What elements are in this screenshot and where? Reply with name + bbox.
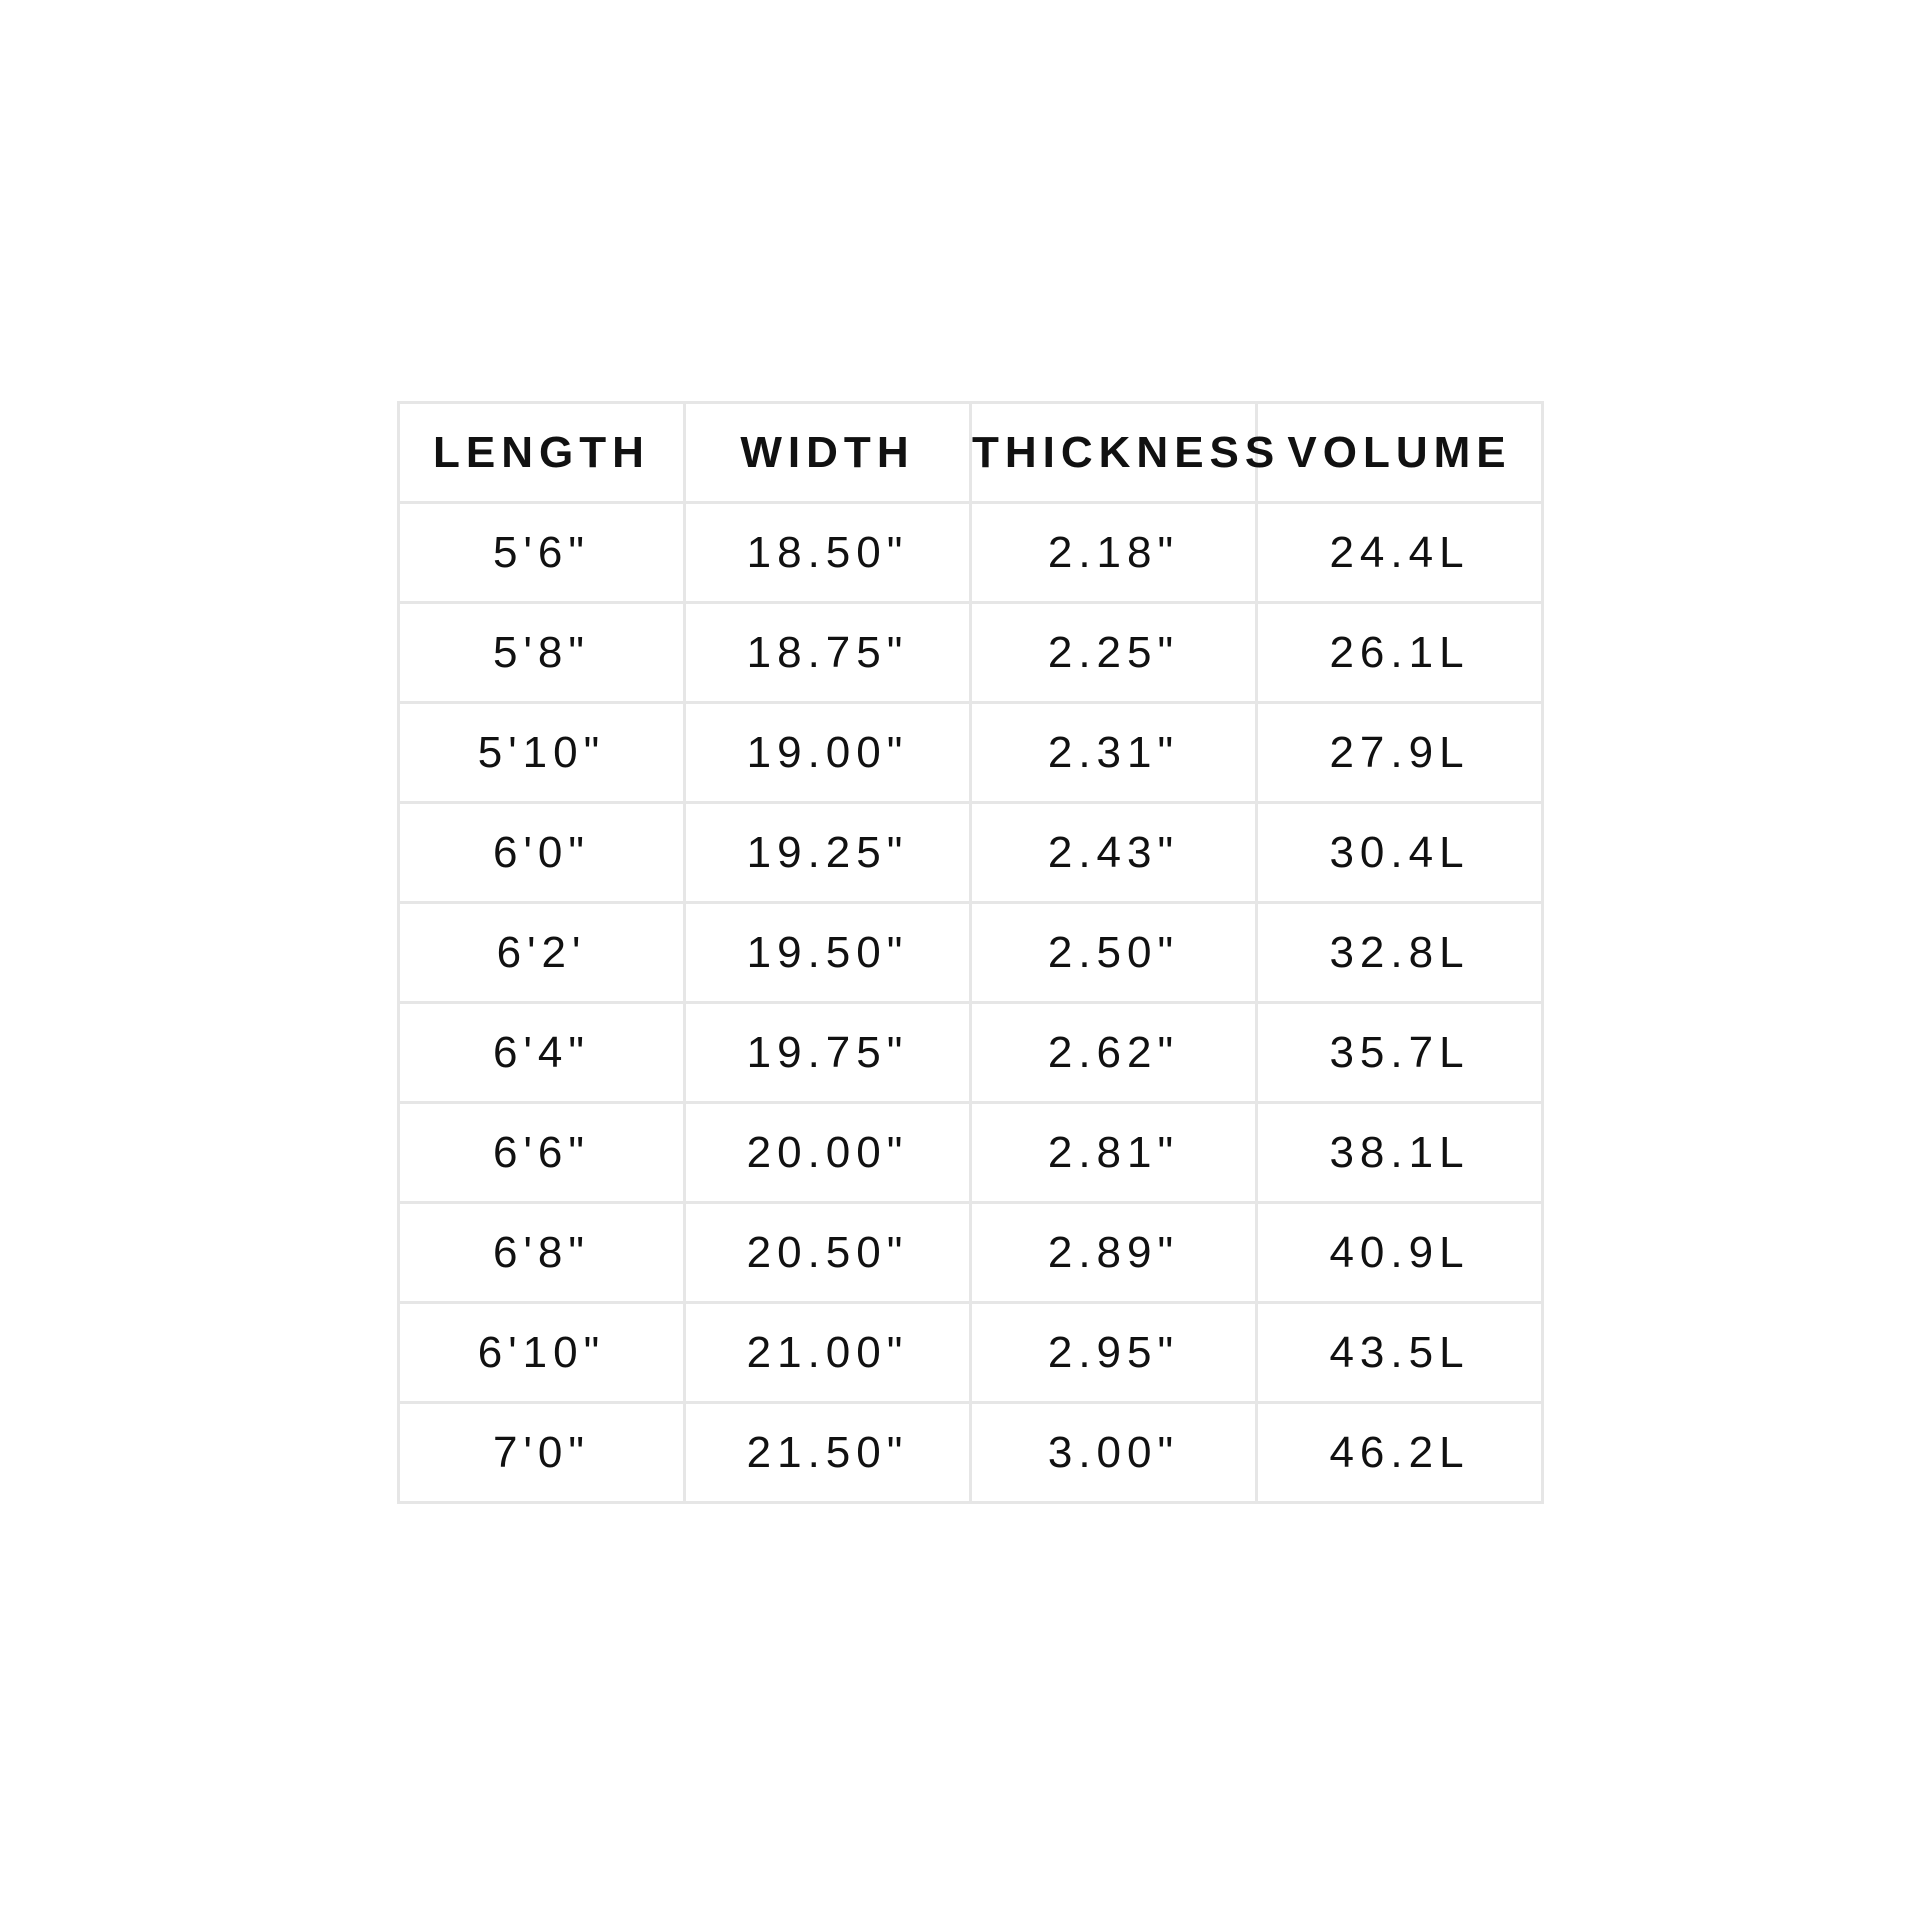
table-row bbox=[399, 503, 1543, 603]
cell-length: 6'6" bbox=[399, 1103, 685, 1203]
header-volume: VOLUME bbox=[1257, 403, 1543, 503]
table-row bbox=[399, 803, 1543, 903]
cell-volume: 40.9L bbox=[1257, 1203, 1543, 1303]
cell-length: 6'0" bbox=[399, 803, 685, 903]
cell-length: 6'8" bbox=[399, 1203, 685, 1303]
cell-length: 5'10" bbox=[399, 703, 685, 803]
cell-width: 20.00" bbox=[685, 1103, 971, 1203]
cell-length: 5'8" bbox=[399, 603, 685, 703]
table-row bbox=[399, 1303, 1543, 1403]
header-width: WIDTH bbox=[685, 403, 971, 503]
cell-volume: 43.5L bbox=[1257, 1303, 1543, 1403]
cell-thickness: 2.25" bbox=[971, 603, 1257, 703]
table-row bbox=[399, 603, 1543, 703]
cell-width: 18.75" bbox=[685, 603, 971, 703]
cell-thickness: 2.81" bbox=[971, 1103, 1257, 1203]
table-row bbox=[399, 703, 1543, 803]
table-row bbox=[399, 903, 1543, 1003]
cell-thickness: 2.62" bbox=[971, 1003, 1257, 1103]
header-row bbox=[399, 403, 1543, 503]
cell-volume: 30.4L bbox=[1257, 803, 1543, 903]
cell-thickness: 2.18" bbox=[971, 503, 1257, 603]
header-thickness: THICKNESS bbox=[971, 403, 1257, 503]
table-row bbox=[399, 1103, 1543, 1203]
table-row bbox=[399, 1203, 1543, 1303]
cell-width: 18.50" bbox=[685, 503, 971, 603]
cell-width: 21.50" bbox=[685, 1403, 971, 1503]
cell-width: 20.50" bbox=[685, 1203, 971, 1303]
cell-thickness: 3.00" bbox=[971, 1403, 1257, 1503]
cell-volume: 27.9L bbox=[1257, 703, 1543, 803]
cell-width: 19.50" bbox=[685, 903, 971, 1003]
cell-volume: 38.1L bbox=[1257, 1103, 1543, 1203]
cell-volume: 46.2L bbox=[1257, 1403, 1543, 1503]
size-chart-table bbox=[397, 401, 1544, 1504]
cell-thickness: 2.95" bbox=[971, 1303, 1257, 1403]
cell-length: 6'2' bbox=[399, 903, 685, 1003]
cell-thickness: 2.50" bbox=[971, 903, 1257, 1003]
cell-volume: 24.4L bbox=[1257, 503, 1543, 603]
cell-width: 19.25" bbox=[685, 803, 971, 903]
cell-thickness: 2.31" bbox=[971, 703, 1257, 803]
table-row bbox=[399, 1003, 1543, 1103]
cell-volume: 26.1L bbox=[1257, 603, 1543, 703]
cell-length: 7'0" bbox=[399, 1403, 685, 1503]
cell-volume: 32.8L bbox=[1257, 903, 1543, 1003]
cell-volume: 35.7L bbox=[1257, 1003, 1543, 1103]
cell-length: 6'10" bbox=[399, 1303, 685, 1403]
cell-width: 19.75" bbox=[685, 1003, 971, 1103]
cell-width: 19.00" bbox=[685, 703, 971, 803]
header-length: LENGTH bbox=[399, 403, 685, 503]
table-row bbox=[399, 1403, 1543, 1503]
cell-width: 21.00" bbox=[685, 1303, 971, 1403]
cell-length: 5'6" bbox=[399, 503, 685, 603]
cell-thickness: 2.43" bbox=[971, 803, 1257, 903]
cell-thickness: 2.89" bbox=[971, 1203, 1257, 1303]
cell-length: 6'4" bbox=[399, 1003, 685, 1103]
